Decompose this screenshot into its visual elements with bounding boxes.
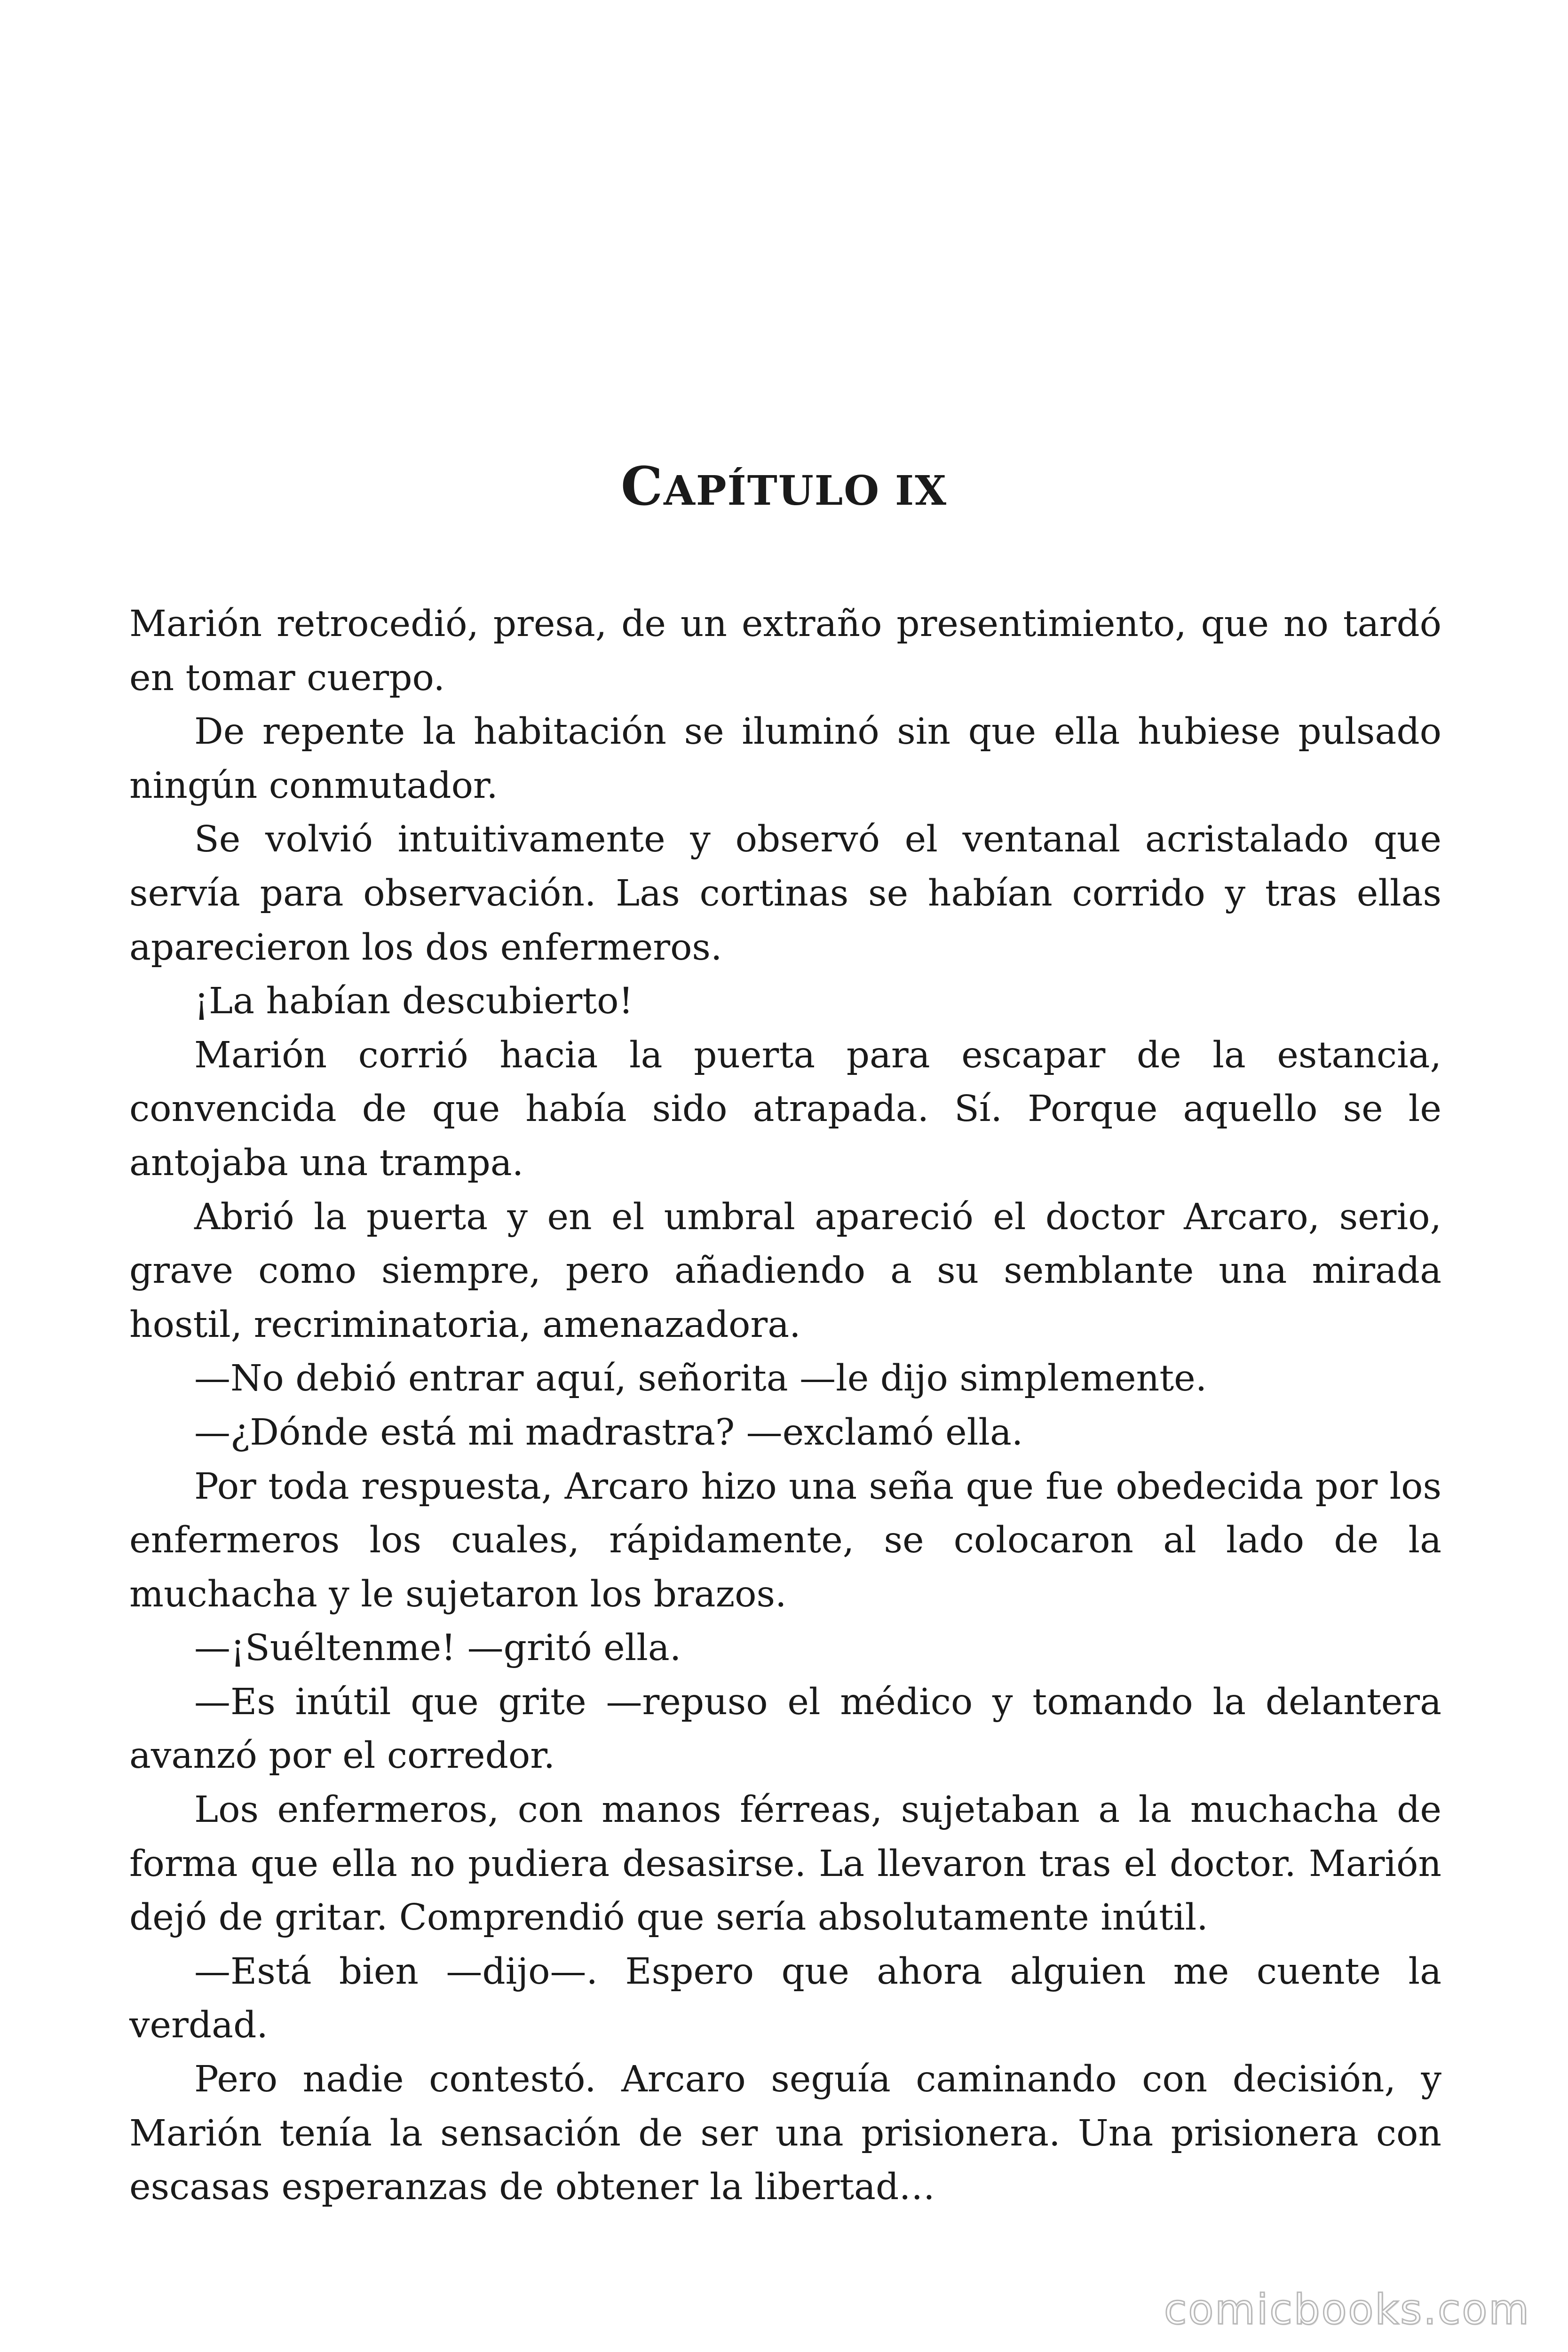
paragraph: —¿Dónde está mi madrastra? —exclamó ella. xyxy=(194,1411,1023,1454)
paragraph: Marión retrocedió, presa, de un extraño presentimiento, que no tardó en tomar cuerpo. xyxy=(129,603,1441,699)
paragraph: —Es inútil que grite —repuso el médico y tomando la delantera avanzó por el corredor. xyxy=(129,1681,1441,1777)
paragraph: —No debió entrar aquí, señorita —le dijo simplemente. xyxy=(194,1358,1207,1400)
paragraph: —Está bien —dijo—. Espero que ahora alguien me cuente la verdad. xyxy=(129,1950,1441,2047)
chapter-title-rest: APÍTULO IX xyxy=(664,467,948,515)
paragraph: ¡La habían descubierto! xyxy=(194,980,634,1023)
chapter-title xyxy=(0,449,1568,529)
watermark: comicbooks.com xyxy=(1164,2285,1530,2334)
chapter-title-initial: C xyxy=(620,456,664,517)
paragraph: Los enfermeros, con manos férreas, sujetaban a la muchacha de forma que ella no pudiera desasirse. La llevaron tras el doctor. Marión dejó de gritar. Comprendió que sería absolutamente inútil. xyxy=(129,1789,1441,1939)
paragraph: Por toda respuesta, Arcaro hizo una seña que fue obedecida por los enfermeros los cuales, rápidamente, se colocaron al lado de la muchacha y le sujetaron los brazos. xyxy=(129,1465,1441,1615)
paragraph: Se volvió intuitivamente y observó el ventanal acristalado que servía para observación. Las cortinas se habían corrido y tras ellas aparecieron los dos enfermeros. xyxy=(129,818,1441,969)
paragraph: Marión corrió hacia la puerta para escapar de la estancia, convencida de que había sido atrapada. Sí. Porque aquello se le antojaba una trampa. xyxy=(129,1034,1441,1184)
paragraph: Abrió la puerta y en el umbral apareció el doctor Arcaro, serio, grave como siempre, pero añadiendo a su semblante una mirada hostil, recriminatoria, amenazadora. xyxy=(129,1196,1441,1346)
paragraph: Pero nadie contestó. Arcaro seguía caminando con decisión, y Marión tenía la sensación de ser una prisionera. Una prisionera con escasas esperanzas de obtener la libertad… xyxy=(129,2058,1441,2209)
paragraph: De repente la habitación se iluminó sin que ella hubiese pulsado ningún conmutador. xyxy=(129,711,1441,807)
paragraph: —¡Suéltenme! —gritó ella. xyxy=(194,1627,681,1669)
chapter-body xyxy=(129,597,1441,2215)
